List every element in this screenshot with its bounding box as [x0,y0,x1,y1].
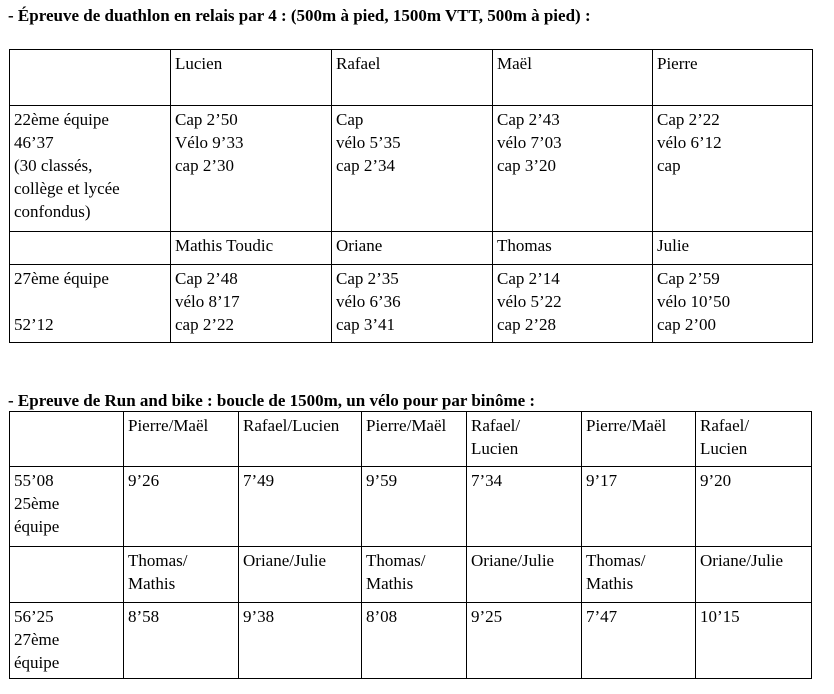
cell-text: 8’58 [128,607,160,626]
cell-text: équipe [14,517,60,536]
cell-text: Pierre/Maël [128,416,209,435]
cell-text: vélo 5’22 [497,292,562,311]
cell-text [14,549,119,572]
table-cell [653,50,813,106]
table-cell [10,412,124,467]
cell-text: Pierre [657,54,698,73]
cell-text: collège et lycée [14,179,120,198]
table-cell [653,265,813,343]
table-cell [493,265,653,343]
cell-text: Mathis [366,574,414,593]
cell-text: Cap 2’48 [175,269,238,288]
cell-text: Oriane/Julie [700,551,784,570]
cell-text: Thomas/ [586,551,646,570]
table-cell [124,547,239,603]
table-row [10,412,812,467]
cell-text: (30 classés, [14,156,93,175]
table-cell [582,547,696,603]
cell-text: cap [657,156,681,175]
run-and-bike-table [9,411,812,679]
duathlon-heading: - Épreuve de duathlon en relais par 4 : (500m à pied, 1500m VTT, 500m à pied) : [8,6,591,25]
table-cell [10,50,171,106]
table-cell [696,467,812,547]
cell-text: Rafael/Lucien [243,416,340,435]
table-cell [332,232,493,265]
table-row [10,603,812,679]
table-cell [653,232,813,265]
cell-text: Oriane/Julie [471,551,555,570]
cell-text: 55’08 [14,471,54,490]
cell-text: Rafael/ [471,416,521,435]
table-cell [696,412,812,467]
table-cell [239,412,362,467]
table-cell [362,547,467,603]
cell-text: Rafael/ [700,416,750,435]
table-cell [493,106,653,232]
cell-text: Cap 2’59 [657,269,720,288]
table-cell [124,467,239,547]
cell-text [14,52,166,75]
cell-text: vélo 6’36 [336,292,401,311]
cell-text: Cap 2’22 [657,110,720,129]
cell-text: vélo 6’12 [657,133,722,152]
table-cell [582,603,696,679]
cell-text: vélo 10’50 [657,292,731,311]
table-row [10,232,813,265]
cell-text: Oriane [336,236,383,255]
table-cell [239,603,362,679]
table-row [10,106,813,232]
table-cell [10,232,171,265]
table-cell [10,106,171,232]
run-and-bike-heading: - Epreuve de Run and bike : boucle de 1500m, un vélo pour par binôme : [8,391,536,410]
cell-text: cap 2’22 [175,315,235,334]
cell-text: Julie [657,236,690,255]
table-cell [10,467,124,547]
cell-text: 7’49 [243,471,275,490]
cell-text: Rafael [336,54,381,73]
cell-text: Thomas/ [366,551,426,570]
table-cell [10,547,124,603]
cell-text: 9’20 [700,471,732,490]
table-cell [582,412,696,467]
table-cell [10,265,171,343]
cell-text: Cap 2’14 [497,269,560,288]
cell-text: Cap 2’50 [175,110,238,129]
cell-text: 22ème équipe [14,110,109,129]
table-cell [332,106,493,232]
cell-text: 27ème [14,630,60,649]
cell-text: Lucien [471,439,519,458]
table-row [10,467,812,547]
table-cell [332,265,493,343]
cell-text: cap 2’28 [497,315,557,334]
table-cell [493,50,653,106]
cell-text: cap 2’00 [657,315,717,334]
cell-text: Vélo 9’33 [175,133,244,152]
table-cell [239,467,362,547]
cell-text: Oriane/Julie [243,551,327,570]
table-cell [467,603,582,679]
table-cell [171,50,332,106]
table-cell [362,603,467,679]
table-cell [467,412,582,467]
cell-text: Mathis [586,574,634,593]
cell-text: 9’38 [243,607,275,626]
table-cell [467,467,582,547]
cell-text: cap 2’34 [336,156,396,175]
cell-text: Cap [336,110,364,129]
cell-text: vélo 8’17 [175,292,240,311]
table-cell [582,467,696,547]
cell-text: Cap 2’43 [497,110,560,129]
cell-text: 8’08 [366,607,398,626]
cell-text: 10’15 [700,607,740,626]
cell-text: équipe [14,653,60,672]
cell-text: confondus) [14,202,91,221]
cell-text: 25ème [14,494,60,513]
cell-text: 7’47 [586,607,618,626]
cell-text: 52’12 [14,315,54,334]
table-cell [696,547,812,603]
cell-text: Mathis Toudic [175,236,274,255]
table-row [10,50,813,106]
cell-text: Maël [497,54,532,73]
cell-text: vélo 5’35 [336,133,401,152]
table-cell [362,467,467,547]
cell-text: 9’25 [471,607,503,626]
cell-text: 9’59 [366,471,398,490]
cell-text: 27ème équipe [14,269,109,288]
table-cell [171,106,332,232]
table-cell [239,547,362,603]
cell-text: Mathis [128,574,176,593]
cell-text: vélo 7’03 [497,133,562,152]
table-cell [493,232,653,265]
cell-text: Cap 2’35 [336,269,399,288]
table-cell [362,412,467,467]
cell-text: 46’37 [14,133,54,152]
cell-text: Lucien [700,439,748,458]
cell-text: Pierre/Maël [586,416,667,435]
cell-text: 56’25 [14,607,54,626]
duathlon-table [9,49,813,343]
cell-text: cap 3’41 [336,315,396,334]
cell-text [14,234,166,257]
cell-text: 7’34 [471,471,503,490]
table-cell [10,603,124,679]
cell-text: 9’26 [128,471,160,490]
cell-text: Lucien [175,54,223,73]
cell-text: Pierre/Maël [366,416,447,435]
cell-text: Thomas [497,236,552,255]
table-cell [124,603,239,679]
table-row [10,547,812,603]
table-cell [171,265,332,343]
cell-text: 9’17 [586,471,618,490]
cell-text: cap 2’30 [175,156,235,175]
cell-text: cap 3’20 [497,156,557,175]
cell-text: Thomas/ [128,551,188,570]
table-cell [467,547,582,603]
table-row [10,265,813,343]
table-cell [653,106,813,232]
cell-text [14,414,119,437]
table-cell [696,603,812,679]
table-cell [171,232,332,265]
cell-text [14,290,166,313]
table-cell [124,412,239,467]
table-cell [332,50,493,106]
